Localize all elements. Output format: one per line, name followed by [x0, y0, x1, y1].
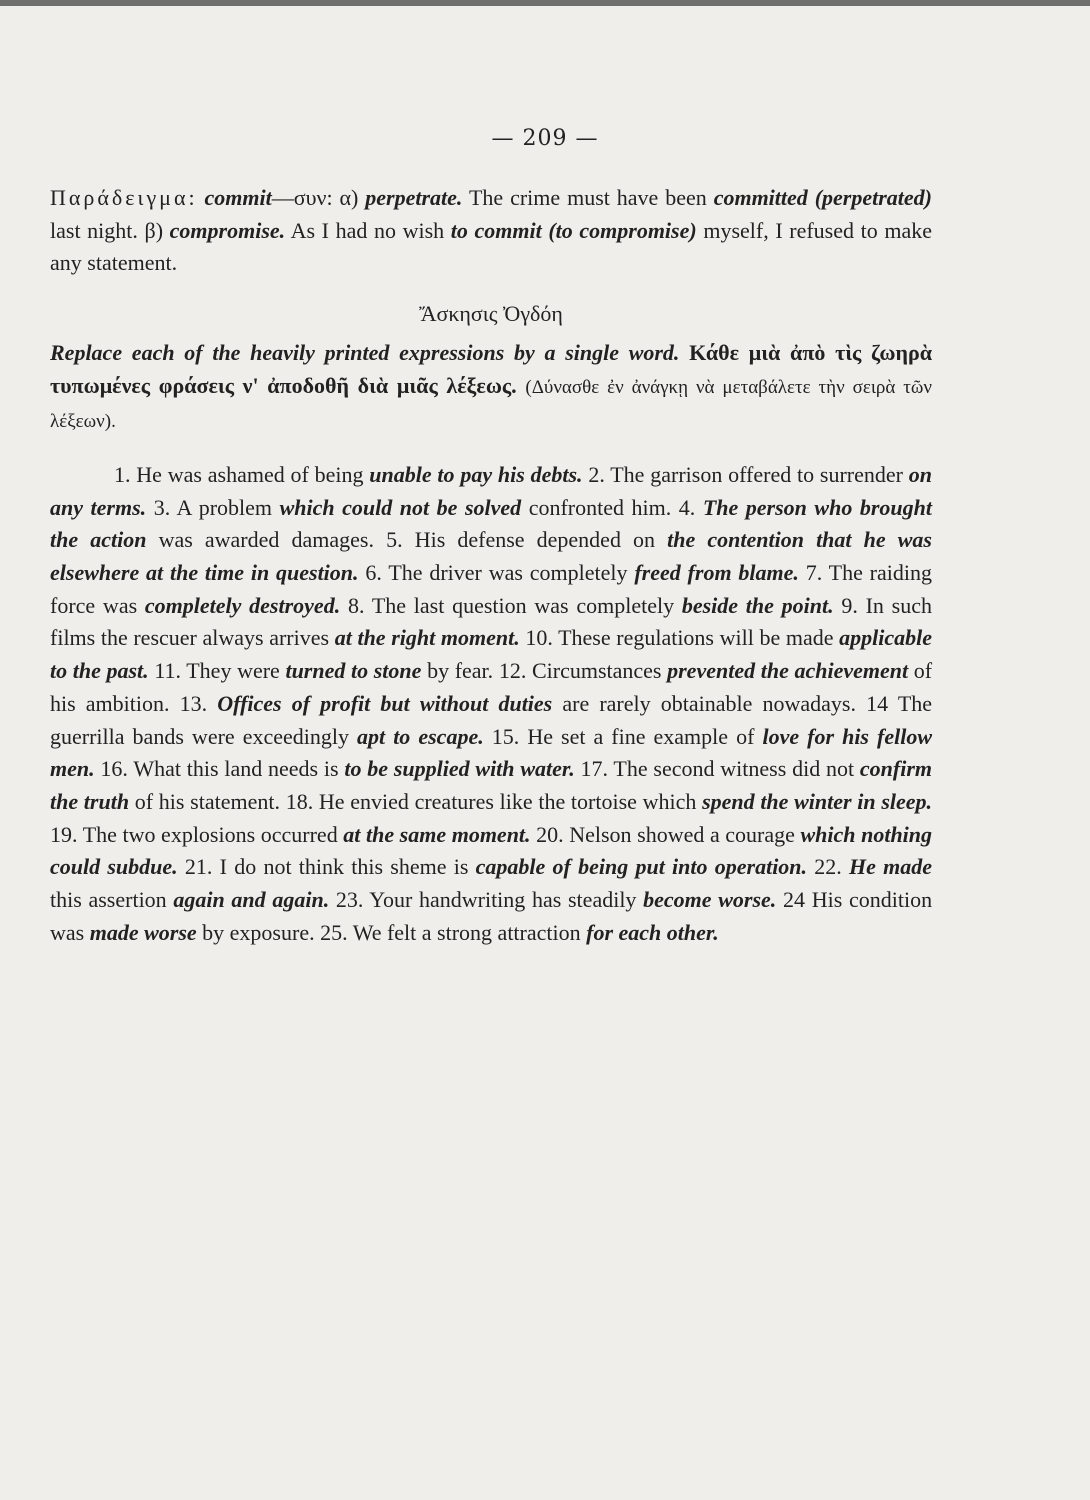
- item-number: 8.: [347, 592, 365, 618]
- item-number: 25.: [320, 919, 348, 945]
- item-text-pre: The second witness did not: [613, 756, 855, 782]
- item-emphasis: apt to escape.: [357, 723, 484, 749]
- example-text: [50, 182, 932, 280]
- exercise-item: [336, 887, 783, 912]
- exercise-item: [365, 560, 805, 585]
- item-number: 21.: [184, 854, 213, 880]
- item-number: 2.: [588, 461, 605, 487]
- item-number: 5.: [386, 527, 403, 553]
- item-number: 11.: [154, 658, 181, 684]
- scan-edge: [0, 0, 1090, 6]
- exercise-item: [50, 822, 536, 847]
- item-emphasis: prevented the achievement: [667, 658, 909, 684]
- exercise-item: [154, 495, 679, 520]
- item-number: 15.: [491, 723, 520, 749]
- exercise-item: [173, 887, 336, 912]
- item-emphasis: to be supplied with water.: [344, 756, 575, 782]
- item-text-post: this assertion: [50, 887, 167, 913]
- item-text-pre: He set a fine example of: [527, 723, 755, 749]
- item-text-pre: I do not think this sheme is: [219, 854, 469, 880]
- item-number: 7.: [805, 560, 823, 586]
- page-content: [50, 182, 932, 949]
- item-text-post: by fear.: [427, 658, 494, 684]
- example-sentence2-pre: As I had no wish: [290, 217, 445, 243]
- item-emphasis: again and again.: [173, 887, 330, 913]
- item-number: 16.: [100, 756, 128, 782]
- exercise-title: Ἄσκησις Ὀγδόη: [419, 301, 563, 327]
- item-emphasis: which could not be solved: [279, 494, 522, 520]
- item-number: 6.: [365, 560, 382, 586]
- example-syn-text: —συν: α): [271, 185, 359, 210]
- item-emphasis: for each other.: [586, 919, 719, 945]
- item-emphasis: which nothing could subdue.: [50, 821, 933, 880]
- item-emphasis: applicable to the past.: [50, 625, 933, 684]
- item-number: 20.: [536, 821, 564, 847]
- item-text-pre: He envied creatures like the tortoise which: [318, 788, 697, 814]
- example-word: commit: [204, 185, 272, 210]
- item-number: 14: [866, 690, 889, 716]
- item-text-pre: The raiding force was: [50, 560, 932, 618]
- item-number: 12.: [498, 658, 527, 684]
- items-paragraph: [50, 459, 932, 950]
- item-number: 3.: [153, 494, 171, 520]
- exercise-item: [114, 462, 588, 487]
- exercise-instructions: [50, 337, 932, 439]
- item-emphasis: unable to pay his debts.: [369, 461, 583, 487]
- item-number: 23.: [335, 887, 364, 913]
- item-number: 13.: [179, 690, 208, 716]
- item-emphasis: completely destroyed.: [144, 592, 341, 618]
- item-number: 9.: [841, 592, 858, 618]
- exercise-item: [185, 854, 814, 879]
- item-number: 18.: [285, 788, 314, 814]
- item-text-pre: He was ashamed of being: [136, 461, 364, 487]
- item-text-pre: Your handwriting has steadily: [369, 887, 637, 913]
- item-text-pre: The guerrilla bands were exceedingly: [50, 690, 933, 749]
- item-text-pre: Circumstances: [531, 658, 662, 684]
- item-text-pre: In such films the rescuer always arrives: [50, 592, 933, 651]
- example-syn1: perpetrate.: [365, 185, 463, 210]
- item-text-post: was awarded damages.: [158, 527, 374, 553]
- item-text-post: are rarely obtainable nowadays.: [562, 690, 856, 716]
- page-number: — 209 —: [491, 126, 599, 151]
- exercise-item: [286, 789, 932, 814]
- example-sentence2-em: to commit (to compromise): [450, 217, 697, 243]
- item-emphasis: The person who brought the action: [50, 494, 933, 553]
- instructions-text: [50, 337, 932, 439]
- item-text-pre: Nelson showed a courage: [569, 821, 795, 847]
- item-text-pre: The garrison offered to surrender: [610, 461, 903, 487]
- item-number: 17.: [580, 756, 609, 782]
- item-number: 24: [783, 887, 806, 913]
- item-emphasis: love for his fellow men.: [50, 723, 933, 782]
- item-text-post: of his ambition.: [50, 658, 933, 716]
- item-text-pre: The driver was completely: [388, 560, 628, 586]
- item-emphasis: spend the winter in sleep.: [702, 788, 933, 814]
- item-emphasis: beside the point.: [681, 592, 834, 618]
- item-text-pre: What this land needs is: [133, 756, 339, 782]
- exercise-item: [320, 920, 719, 945]
- example-sentence1-pre: The crime must have been: [468, 185, 707, 210]
- item-emphasis: become worse.: [643, 887, 777, 913]
- item-text-pre: His condition was: [50, 887, 933, 945]
- instruction-note: (Δύνασθε ἐν ἀνάγκῃ νὰ μεταβάλετε τὴν σειρὰ τῶν λέξεων).: [50, 376, 933, 433]
- item-emphasis: the contention that he was elsewhere at the time in question.: [50, 527, 932, 586]
- exercise-items: [50, 459, 932, 950]
- example-label: Παράδειγμα:: [50, 185, 198, 210]
- item-emphasis: Offices of profit but without duties: [217, 690, 553, 716]
- example-sentence1-em: committed (perpetrated): [713, 185, 932, 210]
- item-emphasis: at the right moment.: [334, 625, 520, 651]
- item-emphasis: on any terms.: [50, 461, 933, 520]
- item-text-pre: A problem: [176, 494, 273, 520]
- item-number: 22.: [814, 854, 842, 880]
- instruction-english: Replace each of the heavily printed expressions by a single word.: [50, 339, 680, 365]
- exercise-item: [180, 691, 866, 716]
- item-number: 10.: [525, 625, 553, 651]
- example-sentence2-post: myself, I refused to make any statement.: [50, 217, 932, 276]
- item-text-pre: The two explosions occurred: [82, 821, 338, 847]
- exercise-item: [154, 658, 499, 683]
- item-text-post: confronted him.: [528, 494, 672, 520]
- example-paragraph: [50, 182, 932, 280]
- example-sentence1-post: last night. β): [50, 217, 164, 243]
- item-emphasis: at the same moment.: [343, 821, 531, 847]
- item-emphasis: confirm the truth: [50, 756, 933, 814]
- item-text-post: by exposure.: [202, 919, 315, 945]
- item-text-pre: The last question was completely: [371, 592, 675, 618]
- item-emphasis: freed from blame.: [634, 560, 799, 586]
- exercise-item: [100, 756, 580, 781]
- item-text-pre: We felt a strong attraction: [352, 919, 581, 945]
- item-number: 1.: [114, 461, 131, 487]
- exercise-item: [348, 593, 841, 618]
- item-text-pre: His defense depended on: [414, 527, 656, 553]
- instruction-greek: Κάθε μιὰ ἀπὸ τὶς ζωηρὰ τυπωμένες φράσεις ν' ἀποδοθῆ διὰ μιᾶς λέξεως.: [50, 339, 933, 398]
- item-emphasis: made worse: [89, 919, 197, 945]
- item-number: 4.: [678, 494, 696, 520]
- item-emphasis: capable of being put into operation.: [475, 854, 808, 880]
- item-emphasis: He made: [849, 854, 933, 880]
- item-text-pre: These regulations will be made: [558, 625, 834, 651]
- item-text-pre: They were: [186, 658, 280, 684]
- item-emphasis: turned to stone: [285, 658, 422, 684]
- item-text-post: of his statement.: [134, 788, 280, 814]
- item-number: 19.: [50, 821, 78, 847]
- example-syn2: compromise.: [169, 217, 286, 243]
